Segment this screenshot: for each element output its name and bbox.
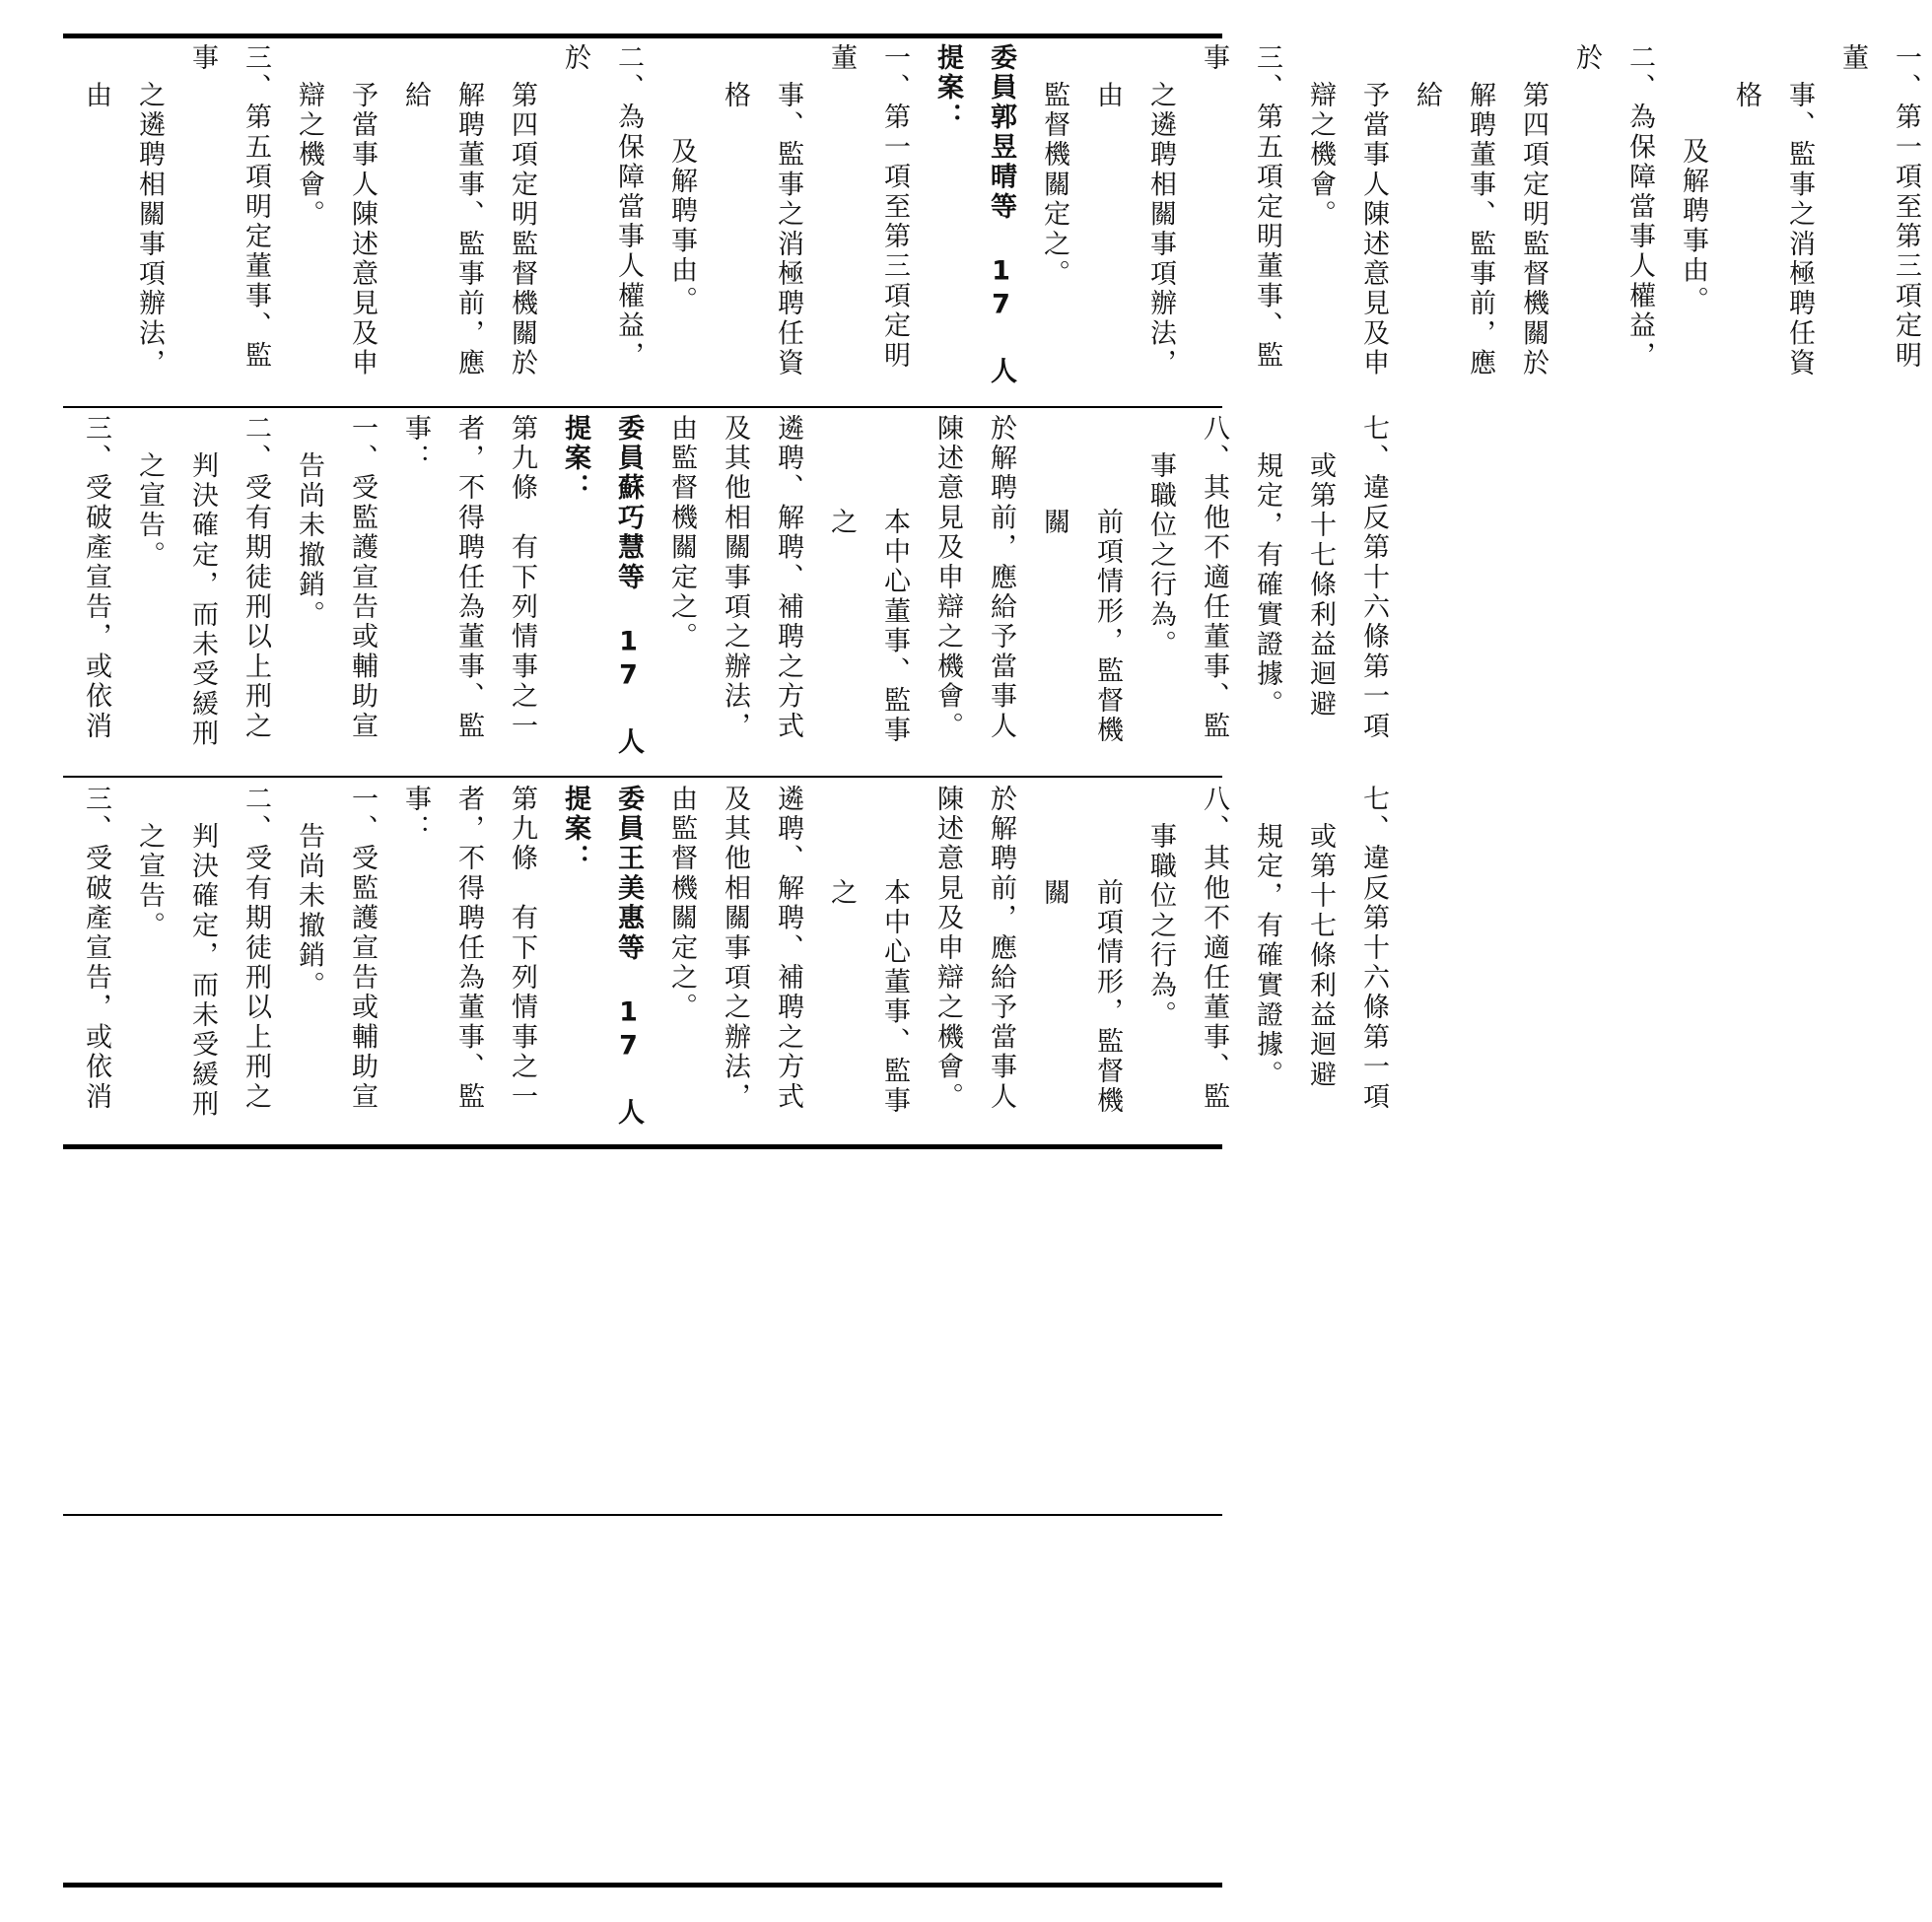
proposal-heading: 委員王美惠等 17 人提案： [560, 785, 644, 1129]
text-line: 一、第一項至第三項定明董 [826, 43, 910, 372]
text-line: 遴聘、解聘、補聘之方式 [773, 785, 803, 1113]
text-line: 第九條 有下列情事之一 [507, 414, 537, 742]
text-line: 及其他相關事項之辦法， [720, 785, 750, 1113]
text-line: 予當事人陳述意見及申 [1358, 81, 1389, 378]
text-line: 事、監事之消極聘任資格 [1731, 81, 1815, 378]
text-line: 陳述意見及申辯之機會。 [932, 785, 963, 1113]
text-line: 之遴聘相關事項辦法，由 [1092, 81, 1176, 378]
vertical-text-block [69, 785, 1400, 1139]
text-line: 或第十七條利益迴避 [1305, 451, 1336, 720]
table-top-rule [63, 34, 1222, 38]
text-line: 判決確定，而未受緩刑 [187, 822, 218, 1120]
text-line: 者，不得聘任為董事、監 [453, 414, 484, 742]
text-line: 予當事人陳述意見及申 [347, 81, 378, 378]
text-line: 規定，有確實證據。 [1252, 822, 1282, 1090]
table-cell-1 [69, 43, 1921, 398]
text-line: 第四項定明監督機關於 [1518, 81, 1549, 378]
text-line: 告尚未撤銷。 [294, 822, 324, 1001]
row-divider [63, 1514, 1222, 1516]
text-line: 由監督機關定之。 [666, 414, 697, 652]
text-line: 三、第五項明定董事、監事 [187, 43, 271, 372]
text-line: 陳述意見及申辯之機會。 [932, 414, 963, 742]
text-line: 一、第一項至第三項定明董 [1837, 43, 1921, 372]
text-line: 前項情形，監督機關 [1039, 508, 1123, 746]
row-divider [63, 406, 1222, 408]
text-line: 及解聘事由。 [666, 137, 697, 316]
text-line: 三、受破產宣告，或依消 [81, 785, 111, 1113]
table-cell-3 [69, 785, 1389, 1139]
text-line: 者，不得聘任為董事、監 [453, 785, 484, 1113]
row-divider-thick [63, 1144, 1222, 1149]
text-line: 本中心董事、監事之 [826, 508, 910, 746]
text-line: 第四項定明監督機關於 [507, 81, 537, 378]
text-line: 監督機關定之。 [1039, 81, 1070, 290]
table-bottom-rule [63, 1883, 1222, 1888]
text-line: 事： [400, 414, 431, 474]
text-line: 二、受有期徒刑以上刑之 [241, 785, 271, 1113]
text-line: 及其他相關事項之辦法， [720, 414, 750, 742]
text-line: 之宣告。 [134, 822, 165, 941]
row-divider [63, 776, 1222, 778]
text-line: 二、為保障當事人權益，於 [560, 43, 644, 372]
text-line: 及解聘事由。 [1678, 137, 1708, 316]
text-line: 事、監事之消極聘任資格 [720, 81, 803, 378]
text-line: 事職位之行為。 [1145, 451, 1176, 660]
vertical-text-block [69, 414, 1400, 769]
text-line: 由監督機關定之。 [666, 785, 697, 1023]
text-line: 遴聘、解聘、補聘之方式 [773, 414, 803, 742]
text-line: 或第十七條利益迴避 [1305, 822, 1336, 1090]
text-line: 七、違反第十六條第一項 [1358, 785, 1389, 1113]
vertical-text-block [69, 43, 1932, 398]
text-line: 辯之機會。 [294, 81, 324, 230]
text-line: 事： [400, 785, 431, 845]
text-line: 解聘董事、監事前，應給 [1412, 81, 1495, 378]
text-line: 告尚未撤銷。 [294, 451, 324, 631]
table-cell-2 [69, 414, 1389, 769]
text-line: 三、第五項定明董事、監事 [1199, 43, 1282, 372]
text-line: 七、違反第十六條第一項 [1358, 414, 1389, 742]
text-line: 辯之機會。 [1305, 81, 1336, 230]
text-line: 解聘董事、監事前，應給 [400, 81, 484, 378]
text-line: 本中心董事、監事之 [826, 878, 910, 1117]
proposal-heading: 委員蘇巧慧等 17 人提案： [560, 414, 644, 758]
text-line: 一、受監護宣告或輔助宣 [347, 785, 378, 1113]
text-line: 前項情形，監督機關 [1039, 878, 1123, 1117]
text-line: 於解聘前，應給予當事人 [986, 785, 1016, 1113]
text-line: 判決確定，而未受緩刑 [187, 451, 218, 749]
text-line: 三、受破產宣告，或依消 [81, 414, 111, 742]
text-line: 八、其他不適任董事、監 [1199, 785, 1229, 1113]
text-line: 之宣告。 [134, 451, 165, 571]
text-line: 二、受有期徒刑以上刑之 [241, 414, 271, 742]
text-line: 一、受監護宣告或輔助宣 [347, 414, 378, 742]
text-line: 規定，有確實證據。 [1252, 451, 1282, 720]
text-line: 第九條 有下列情事之一 [507, 785, 537, 1113]
text-line: 二、為保障當事人權益，於 [1571, 43, 1655, 372]
proposal-heading: 委員郭昱晴等 17 人提案： [932, 43, 1016, 387]
text-line: 八、其他不適任董事、監 [1199, 414, 1229, 742]
text-line: 於解聘前，應給予當事人 [986, 414, 1016, 742]
text-line: 事職位之行為。 [1145, 822, 1176, 1031]
text-line: 之遴聘相關事項辦法，由 [81, 81, 165, 378]
